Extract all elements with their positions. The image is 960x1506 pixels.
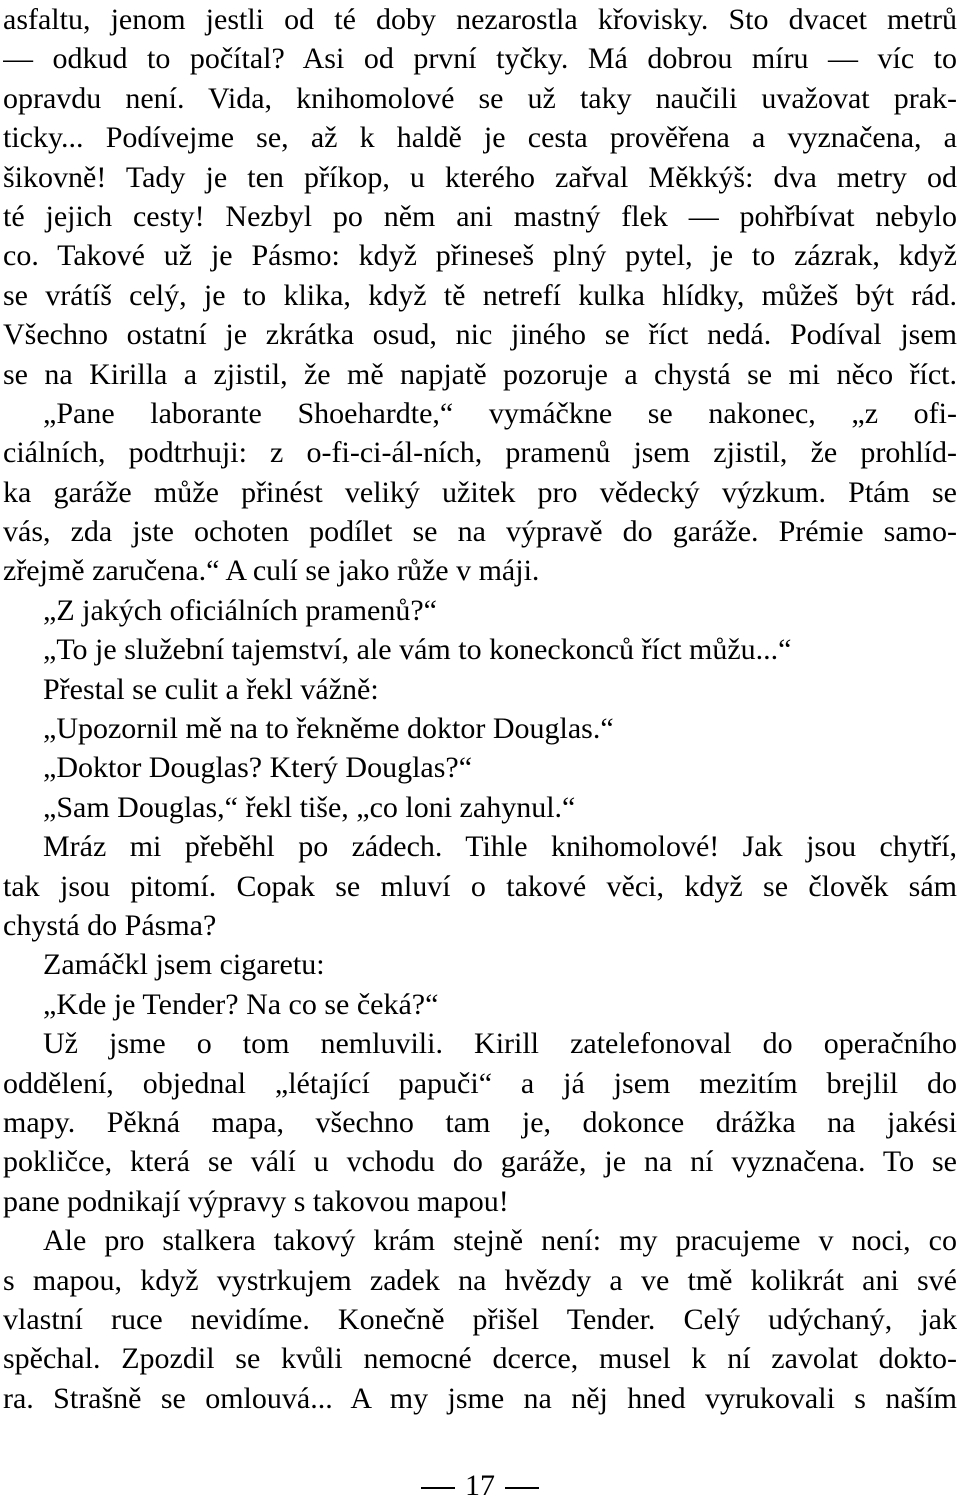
text-line: „Pane laborante Shoehardte,“ vymáčkne se nakonec, „z ofi- — [43, 396, 957, 430]
text-line: se na Kirilla a zjistil, že mě napjatě pozoruje a chystá se mi něco říct. — [3, 357, 957, 391]
text-line: chystá do Pásma? — [3, 908, 217, 942]
text-line: zřejmě zaručena.“ A culí se jako růže v máji. — [3, 554, 540, 588]
page-text — [3, 0, 957, 1418]
text-line: s mapou, když vystrkujem zadek na hvězdy a ve tmě kolikrát ani své — [3, 1263, 957, 1297]
text-line: co. Takové už je Pásmo: když přineseš plný pytel, je to zázrak, když — [3, 239, 957, 273]
text-line: oddělení, objednal „létající papuči“ a já jsem mezitím brejlil do — [3, 1066, 957, 1100]
text-line: „To je služební tajemství, ale vám to koneckonců říct můžu...“ — [43, 633, 792, 667]
text-line: té jejich cesty! Nezbyl po něm ani mastný flek — pohřbívat nebylo — [3, 199, 957, 233]
text-line: — odkud to počítal? Asi od první tyčky. Má dobrou míru — víc to — [3, 42, 957, 76]
text-line: opravdu není. Vida, knihomolové se už taky naučili uvažovat prak- — [3, 81, 957, 115]
text-line: ka garáže může přinést veliký užitek pro vědecký výzkum. Ptám se — [3, 475, 957, 509]
text-line: ciálních, podtrhuji: z o-fi-ci-ál-ních, pramenů jsem zjistil, že prohlíd- — [3, 436, 957, 470]
footer-dash-right — [505, 1487, 539, 1489]
text-line: asfaltu, jenom jestli od té doby nezarostla křovisky. Sto dvacet metrů — [3, 3, 957, 36]
page-number: 17 — [465, 1469, 495, 1502]
text-line: spěchal. Zpozdil se kvůli nemocné dcerce, musel k ní zavolat dokto- — [3, 1342, 957, 1376]
text-line: Už jsme o tom nemluvili. Kirill zatelefonoval do operačního — [43, 1027, 957, 1061]
text-line: Všechno ostatní je zkrátka osud, nic jiného se říct nedá. Podíval jsem — [3, 318, 957, 352]
text-line: ra. Strašně se omlouvá... A my jsme na něj hned vyrukovali s naším — [3, 1381, 957, 1415]
text-line: tak jsou pitomí. Copak se mluví o takové věci, když se člověk sám — [3, 869, 957, 903]
text-line: ticky... Podívejme se, až k haldě je cesta prověřena a vyznačena, a — [3, 121, 957, 155]
text-line: mapy. Pěkná mapa, všechno tam je, dokonce drážka na jakési — [3, 1105, 957, 1139]
text-line: pane podnikají výpravy s takovou mapou! — [3, 1184, 509, 1218]
text-line: Mráz mi přeběhl po zádech. Tihle knihomolové! Jak jsou chytří, — [43, 830, 957, 864]
page-footer — [0, 1466, 960, 1506]
text-line: „Kde je Tender? Na co se čeká?“ — [43, 987, 439, 1021]
text-line: „Doktor Douglas? Který Douglas?“ — [43, 751, 473, 785]
text-line: pokličce, která se válí u vchodu do garáže, je na ní vyznačena. To se — [3, 1145, 957, 1179]
text-line: „Z jakých oficiálních pramenů?“ — [43, 593, 437, 627]
text-line: Zamáčkl jsem cigaretu: — [43, 948, 325, 982]
text-line: vlastní ruce nevidíme. Konečně přišel Tender. Celý udýchaný, jak — [3, 1302, 957, 1336]
text-line: vás, zda jste ochoten podílet se na výpravě do garáže. Prémie samo- — [3, 515, 957, 549]
text-line: šikovně! Tady je ten příkop, u kterého zařval Měkkýš: dva metry od — [3, 160, 957, 194]
text-line: Ale pro stalkera takový krám stejně není: my pracujeme v noci, co — [43, 1224, 957, 1258]
text-line: „Upozornil mě na to řekněme doktor Douglas.“ — [43, 712, 614, 746]
text-line: „Sam Douglas,“ řekl tiše, „co loni zahynul.“ — [43, 790, 576, 824]
text-line: se vrátíš celý, je to klika, když tě netrefí kulka hlídky, můžeš být rád. — [3, 278, 957, 312]
text-line: Přestal se culit a řekl vážně: — [43, 672, 379, 706]
footer-dash-left — [421, 1487, 455, 1489]
